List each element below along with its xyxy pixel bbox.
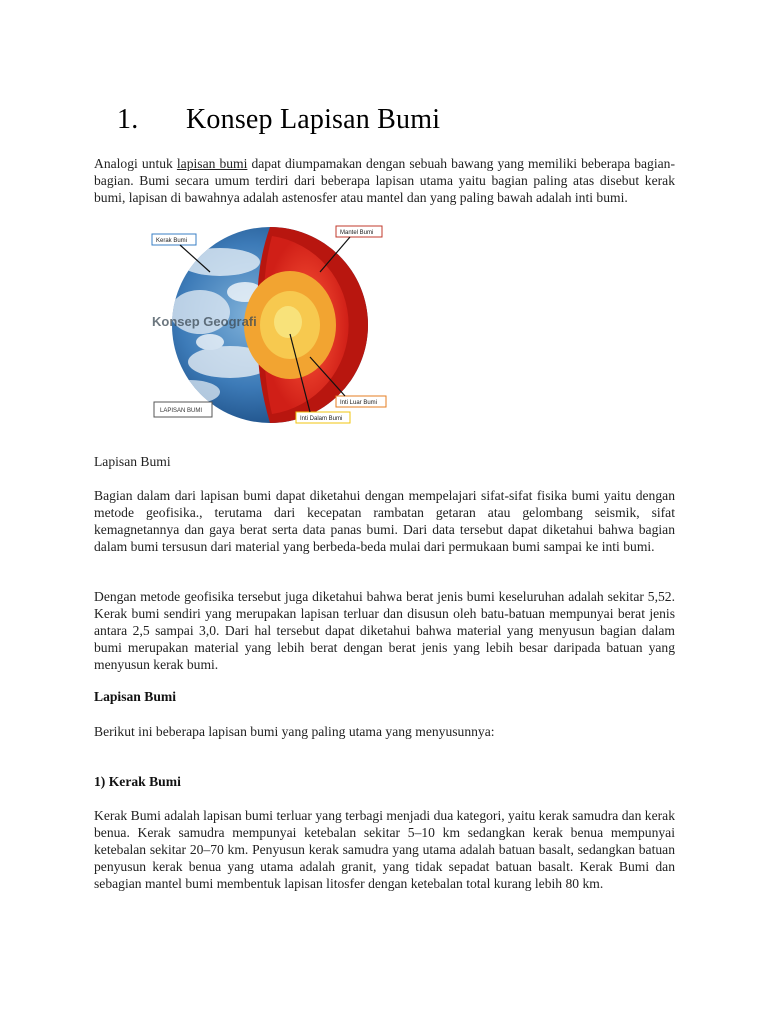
inner-core-layer <box>274 306 302 338</box>
paragraph-berat-jenis: Dengan metode geofisika tersebut juga diketahui bahwa berat jenis bumi keseluruhan adalah sekitar 5,52. Kerak bumi sendiri yang merupakan lapisan terluar dan disusun oleh batu-batuan mempunyai berat jenis antara 2,5 sampai 3,0. Dari hal tersebut dapat diketahui bahwa material yang menyusun bagian dalam bumi merupakan material yang lebih berat dengan berat jenis yang lebih besar daripada batuan yang menyusun kerak bumi. <box>94 589 675 672</box>
earth-layers-figure <box>150 222 390 427</box>
page-title <box>117 104 440 136</box>
paragraph-lapisan-intro: Berikut ini beberapa lapisan bumi yang paling utama yang menyusunnya: <box>94 724 495 739</box>
paragraph-kerak-bumi: Kerak Bumi adalah lapisan bumi terluar yang terbagi menjadi dua kategori, yaitu kerak samudra dan kerak benua. Kerak samudra mempunyai ketebalan sekitar 5–10 km sedangkan kerak benua mempunyai ketebalan sekitar 20–70 km. Penyusun kerak samudra yang utama adalah batuan basalt, sedangkan batuan penyusun kerak benua yang utama adalah granit, yang tidak sepadat batuan basalt. Kerak Bumi dan sebagian mantel bumi membentuk lapisan litosfer dengan ketebalan total kurang lebih 80 km. <box>94 808 675 891</box>
subheading-kerak-bumi: 1) Kerak Bumi <box>94 774 181 789</box>
subheading-lapisan-bumi: Lapisan Bumi <box>94 689 176 704</box>
intro-paragraph <box>94 155 675 206</box>
figure-caption: Lapisan Bumi <box>94 454 171 469</box>
inner-core-label: Inti Dalam Bumi <box>300 416 343 422</box>
caption-box-text: LAPISAN BUMI <box>160 408 203 414</box>
earth-cutaway-image <box>150 222 390 427</box>
paragraph-geofisika: Bagian dalam dari lapisan bumi dapat diketahui dengan mempelajari sifat-sifat fisika bumi yaitu dengan metode geofisika., terutama dari kecepatan rambatan getaran atau gelombang seismik, sifat kemagnetannya dan gaya berat serta data panas bumi. Dari data tersebut dapat diketahui bahwa bagian dalam bumi tersusun dari material yang berbeda-beda mulai dari permukaan bumi sampai ke inti bumi. <box>94 488 675 554</box>
lapisan-bumi-link[interactable]: lapisan bumi <box>176 156 248 171</box>
outer-core-label: Inti Luar Bumi <box>340 400 378 406</box>
intro-text-end: dapat diumpamakan dengan sebuah bawang yang memiliki beberapa bagian-bagian. Bumi secara umum terdiri dari beberapa lapisan utama yaitu bagian paling atas disebut kerak bumi, lapisan di bawahnya adalah astenosfer atau mantel dan yang paling bawah adalah inti bumi. <box>94 156 675 205</box>
watermark-text: Konsep Geografi <box>152 314 257 329</box>
crust-label: Kerak Bumi <box>156 238 188 244</box>
section-number: 1. <box>117 104 139 135</box>
mantle-label: Mantel Bumi <box>340 230 374 236</box>
intro-text-start: Analogi untuk <box>94 156 177 171</box>
section-title: Konsep Lapisan Bumi <box>186 104 441 135</box>
